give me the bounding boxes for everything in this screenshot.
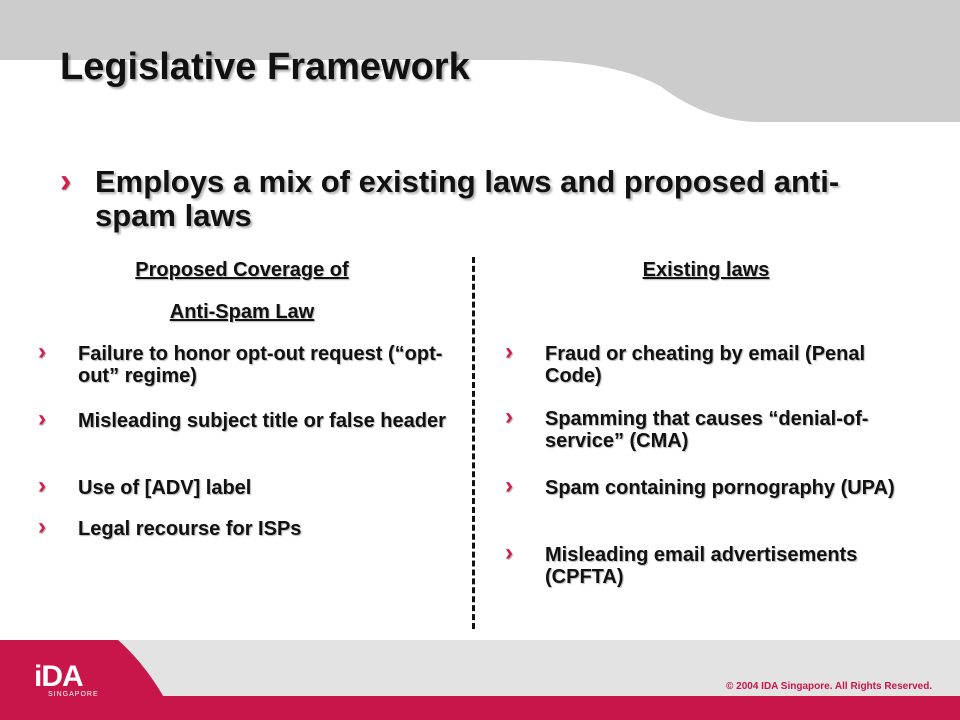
right-item-chevron-icon: › [505,403,513,430]
ida-logo: iDA [34,660,83,693]
left-item-4: Legal recourse for ISPs [78,518,302,540]
right-item-chevron-icon: › [505,338,513,365]
left-item-1: Failure to honor opt-out request (“opt-out” regime) [78,343,443,387]
left-item-chevron-icon: › [38,472,46,499]
right-item-3: Spam containing pornography (UPA) [545,477,895,499]
left-item-3: Use of [ADV] label [78,477,252,499]
left-column-heading-line1: Proposed Coverage of [135,259,349,281]
right-item-2: Spamming that causes “denial-of-service” (CMA) [545,408,869,452]
footer-band [0,640,960,720]
main-bullet-chevron-icon: › [60,162,72,200]
slide-title: Legislative Framework [60,46,470,88]
right-column-heading: Existing laws [642,259,770,281]
right-item-chevron-icon: › [505,472,513,499]
left-item-2: Misleading subject title or false header [78,410,446,432]
left-item-chevron-icon: › [38,338,46,365]
left-item-chevron-icon: › [38,513,46,540]
main-bullet-text: Employs a mix of existing laws and proposed anti-spam laws [95,164,840,233]
left-column-heading-line2: Anti-Spam Law [169,301,315,323]
left-item-chevron-icon: › [38,405,46,432]
right-item-1: Fraud or cheating by email (Penal Code) [545,343,866,387]
copyright-notice: © 2004 IDA Singapore. All Rights Reserved. [726,681,933,692]
ida-logo-subtext: SINGAPORE [48,691,99,698]
column-divider [472,257,475,629]
right-item-chevron-icon: › [505,539,513,566]
right-item-4: Misleading email advertisements (CPFTA) [545,544,858,588]
